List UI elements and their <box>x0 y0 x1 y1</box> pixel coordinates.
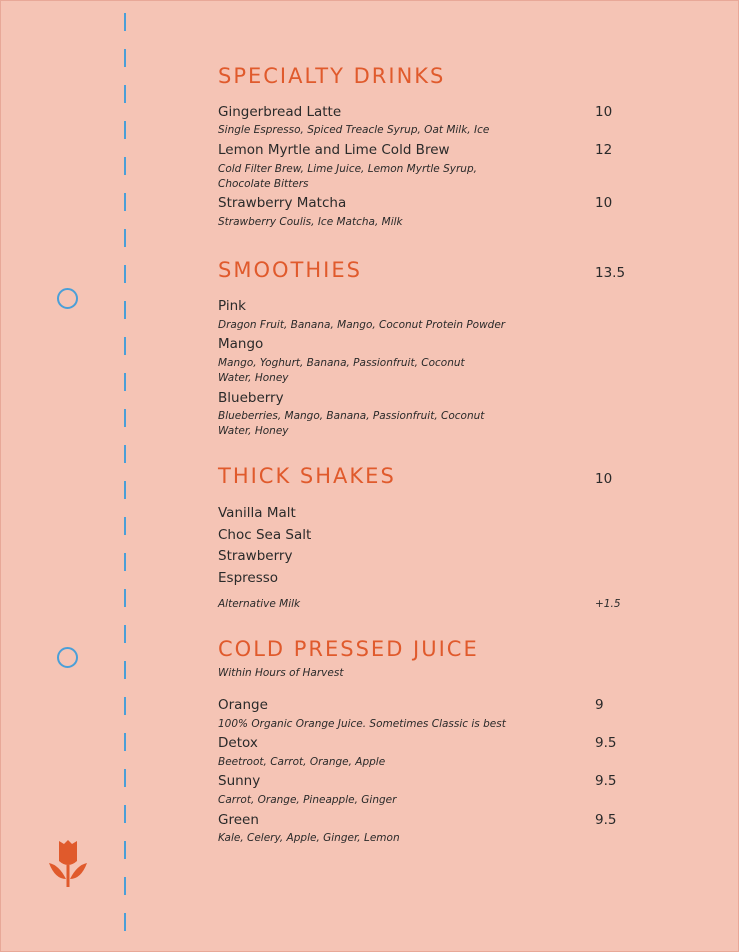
item-name: Sunny <box>218 773 261 789</box>
item-description: Strawberry Coulis, Ice Matcha, Milk <box>218 216 403 228</box>
binding-dashed-line <box>124 13 126 943</box>
section-title-specialty: SPECIALTY DRINKS <box>218 64 446 88</box>
item-name: Vanilla Malt <box>218 505 296 521</box>
item-name: Detox <box>218 735 258 751</box>
item-description: Mango, Yoghurt, Banana, Passionfruit, Coconut Water, Honey <box>218 357 465 384</box>
item-description: Single Espresso, Spiced Treacle Syrup, Oat Milk, Ice <box>218 124 490 136</box>
item-description: Cold Filter Brew, Lime Juice, Lemon Myrtle Syrup, Chocolate Bitters <box>218 163 477 190</box>
item-price: 12 <box>595 142 613 158</box>
item-name: Gingerbread Latte <box>218 104 342 120</box>
binder-hole-icon <box>57 647 78 668</box>
item-name: Green <box>218 812 259 828</box>
item-name: Espresso <box>218 570 279 586</box>
item-price: 9.5 <box>595 773 617 789</box>
section-price-smoothies: 13.5 <box>595 265 626 281</box>
item-price: 9.5 <box>595 735 617 751</box>
flower-logo-icon <box>47 839 89 889</box>
section-subtitle-juice: Within Hours of Harvest <box>218 667 344 679</box>
item-description: Dragon Fruit, Banana, Mango, Coconut Protein Powder <box>218 319 506 331</box>
item-name: Mango <box>218 336 264 352</box>
item-name: Strawberry <box>218 548 293 564</box>
extra-option: Alternative Milk <box>218 598 301 610</box>
item-price: 10 <box>595 104 613 120</box>
section-title-shakes: THICK SHAKES <box>218 464 396 488</box>
section-price-shakes: 10 <box>595 471 613 487</box>
item-description: Carrot, Orange, Pineapple, Ginger <box>218 794 397 806</box>
item-name: Strawberry Matcha <box>218 195 347 211</box>
item-name: Lemon Myrtle and Lime Cold Brew <box>218 142 450 158</box>
item-name: Blueberry <box>218 390 284 406</box>
item-name: Orange <box>218 697 268 713</box>
item-description: 100% Organic Orange Juice. Sometimes Classic is best <box>218 718 506 730</box>
item-price: 9 <box>595 697 604 713</box>
section-title-juice: COLD PRESSED JUICE <box>218 637 479 661</box>
item-description: Blueberries, Mango, Banana, Passionfruit, Coconut Water, Honey <box>218 410 485 437</box>
item-name: Pink <box>218 298 246 314</box>
item-name: Choc Sea Salt <box>218 527 312 543</box>
binder-hole-icon <box>57 288 78 309</box>
section-title-smoothies: SMOOTHIES <box>218 258 362 282</box>
item-price: 10 <box>595 195 613 211</box>
item-description: Beetroot, Carrot, Orange, Apple <box>218 756 386 768</box>
item-description: Kale, Celery, Apple, Ginger, Lemon <box>218 832 400 844</box>
extra-option-price: +1.5 <box>595 598 621 610</box>
item-price: 9.5 <box>595 812 617 828</box>
